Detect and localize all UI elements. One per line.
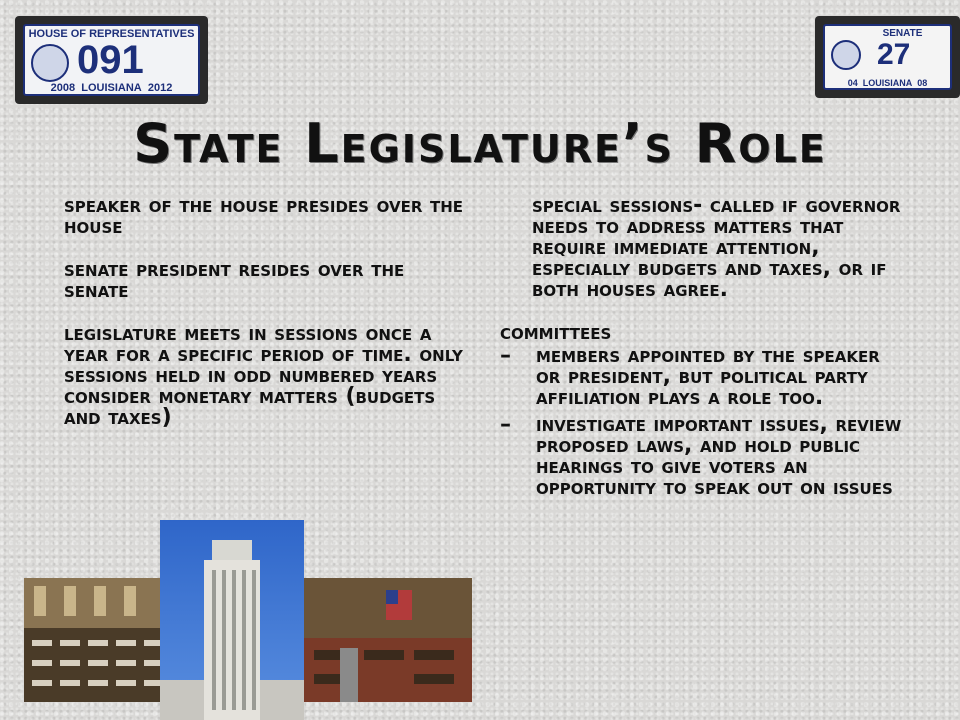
house-chamber-photo xyxy=(24,578,172,702)
house-plate-number: 091 xyxy=(77,38,144,82)
committees-heading: committees xyxy=(500,320,612,345)
speaker-paragraph: speaker of the house presides over the house xyxy=(64,193,464,239)
senate-chamber-photo xyxy=(304,578,472,702)
house-license-plate-image xyxy=(15,16,208,104)
list-item: – investigate important issues, review proposed laws, and hold public hearings to give voters an opportunity to speak out on issues xyxy=(500,414,910,498)
senate-plate-year-left: 04 xyxy=(847,78,858,88)
senate-plate-state: LOUISIANA xyxy=(862,78,913,88)
house-plate-top-text: HOUSE OF REPRESENTATIVES xyxy=(28,28,195,40)
left-text-column xyxy=(64,195,464,450)
slide-title: State Legislature’s Role xyxy=(133,112,827,175)
senate-president-paragraph: senate president resides over the senate xyxy=(64,257,405,303)
list-item: – members appointed by the speaker or president, but political party affiliation plays a role too. xyxy=(500,345,910,408)
special-sessions-paragraph: special sessions- called if governor needs to address matters that require immediate attention, especially budgets and taxes, or if both houses agree. xyxy=(532,193,901,302)
house-plate-state: LOUISIANA xyxy=(81,82,142,94)
capitol-building-photo xyxy=(160,520,304,720)
right-text-column xyxy=(500,195,910,504)
senate-license-plate-image xyxy=(815,16,960,98)
sessions-paragraph: legislature meets in sessions once a year for a specific period of time. only sessions held in odd numbered years consider monetary matters (budgets and taxes) xyxy=(64,321,463,430)
house-plate-year-left: 2008 xyxy=(50,82,76,94)
state-seal-icon xyxy=(31,44,69,82)
senate-plate-year-right: 08 xyxy=(917,78,928,88)
committees-list xyxy=(500,345,910,498)
senate-plate-top-text: SENATE xyxy=(882,28,923,39)
house-plate-year-right: 2012 xyxy=(147,82,173,94)
state-seal-icon xyxy=(831,40,861,70)
senate-plate-number: 27 xyxy=(877,38,911,71)
